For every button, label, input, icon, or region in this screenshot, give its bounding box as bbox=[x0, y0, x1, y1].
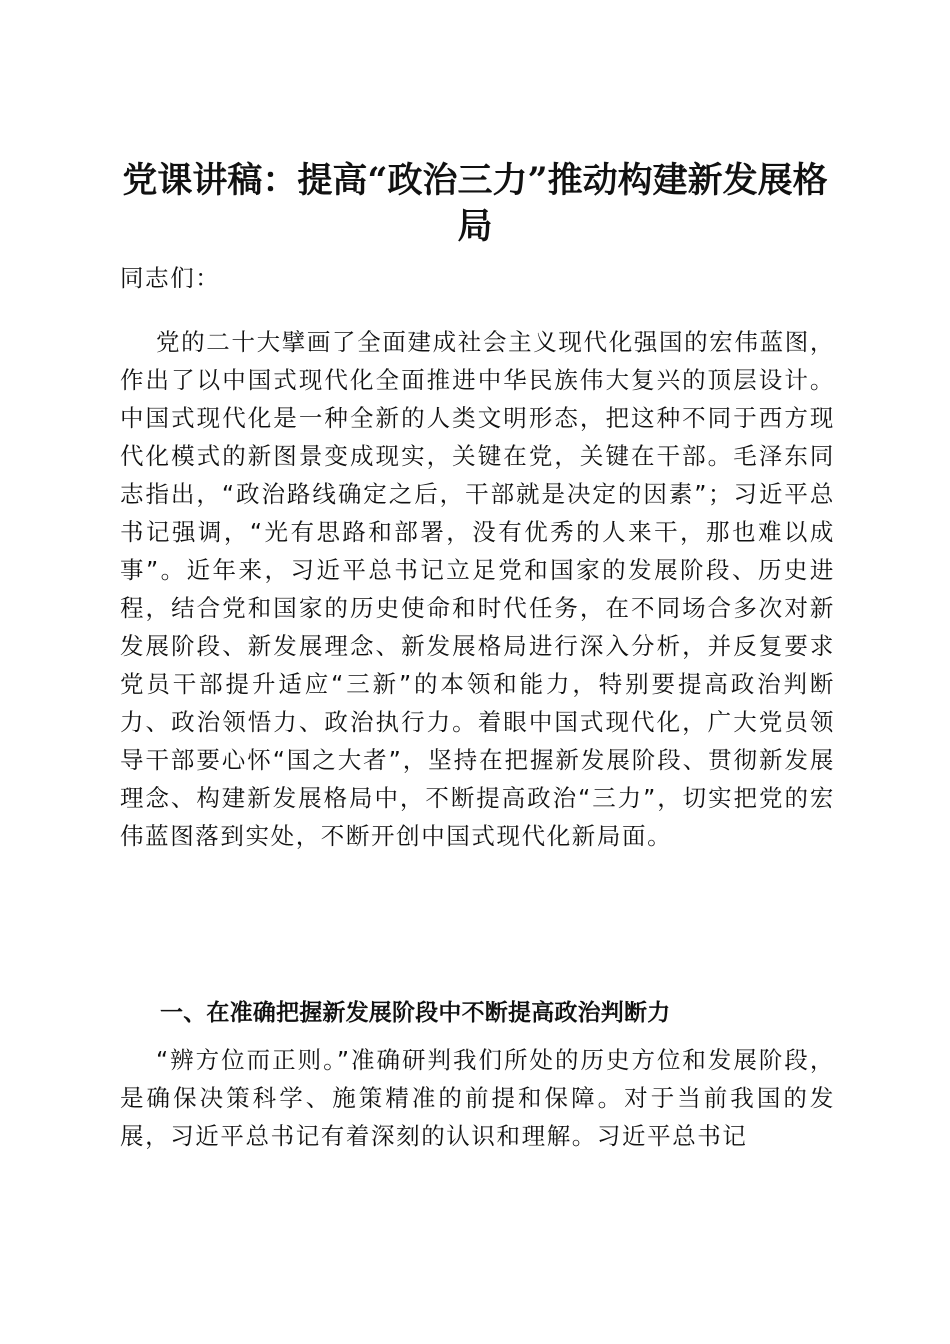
document-title: 党课讲稿：提高“政治三力”推动构建新发展格局 bbox=[122, 160, 828, 248]
section-heading-1: 一、在准确把握新发展阶段中不断提高政治判断力 bbox=[160, 1000, 671, 1026]
paragraph-section-1: “辨方位而正则。”准确研判我们所处的历史方位和发展阶段，是确保决策科学、施策精准的前提和保障。对于当前我国的发展，习近平总书记有着深刻的认识和理解。习近平总书记 bbox=[120, 1046, 835, 1150]
salutation: 同志们： bbox=[120, 264, 221, 292]
paragraph-intro: 党的二十大擘画了全面建成社会主义现代化强国的宏伟蓝图，作出了以中国式现代化全面推进中华民族伟大复兴的顶层设计。中国式现代化是一种全新的人类文明形态，把这种不同于西方现代化模式的新图景变成现实，关键在党，关键在干部。毛泽东同志指出，“政治路线确定之后，干部就是决定的因素”；习近平总书记强调，“光有思路和部署，没有优秀的人来干，那也难以成事”。近年来，习近平总书记立足党和国家的发展阶段、历史进程，结合党和国家的历史使命和时代任务，在不同场合多次对新发展阶段、新发展理念、新发展格局进行深入分析，并反复要求党员干部提升适应“三新”的本领和能力，特别要提高政治判断力、政治领悟力、政治执行力。着眼中国式现代化，广大党员领导干部要心怀“国之大者”，坚持在把握新发展阶段、贯彻新发展理念、构建新发展格局中，不断提高政治“三力”，切实把党的宏伟蓝图落到实处，不断开创中国式现代化新局面。 bbox=[120, 328, 835, 850]
